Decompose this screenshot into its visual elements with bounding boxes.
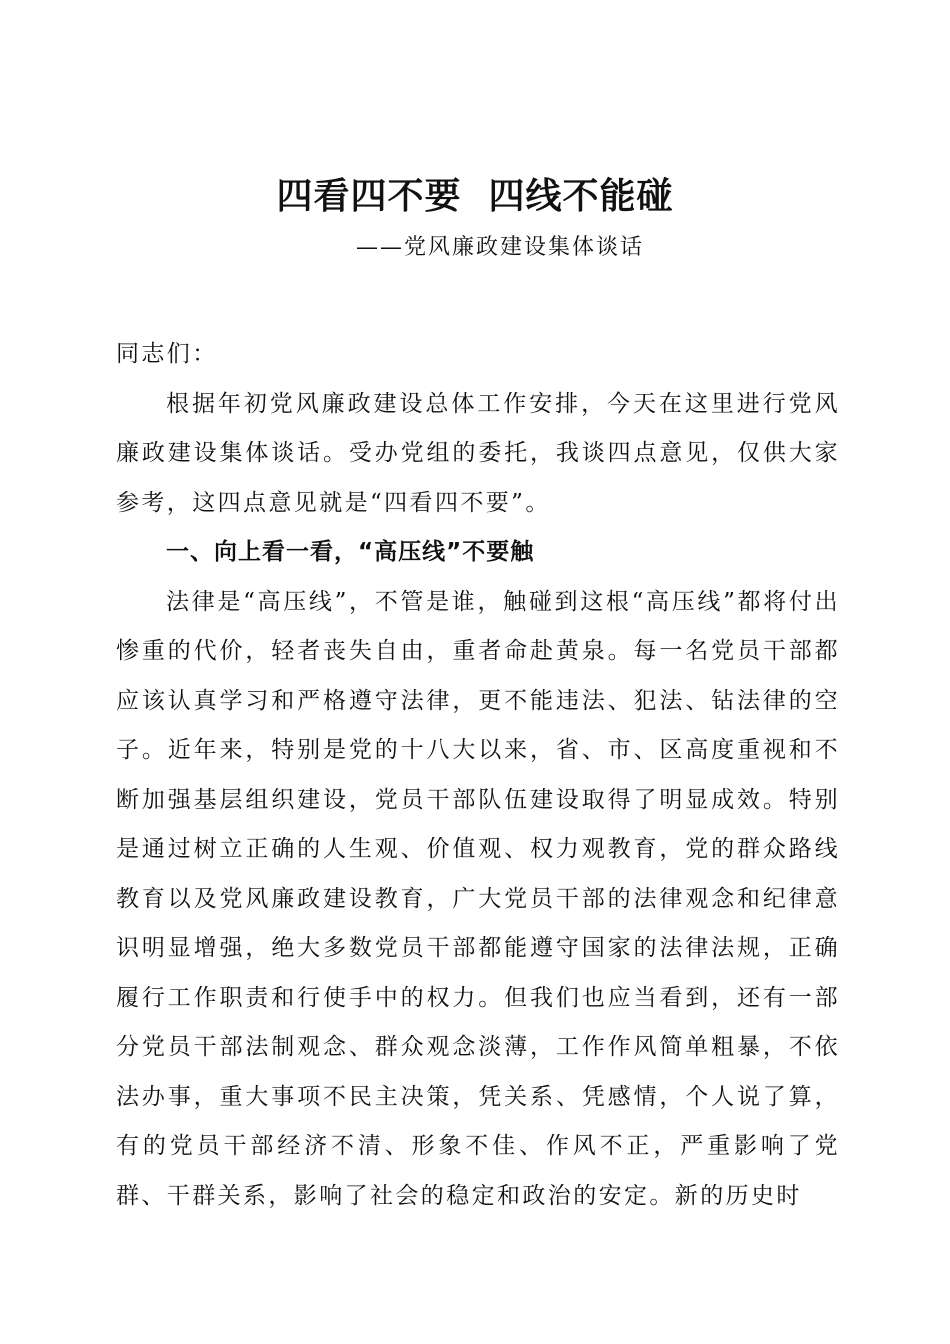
section-1-paragraph: 法律是“高压线”，不管是谁，触碰到这根“高压线”都将付出惨重的代价，轻者丧失自由，重者命赴黄泉。每一名党员干部都应该认真学习和严格遵守法律，更不能违法、犯法、钻法律的空子。近年来，特别是党的十八大以来，省、市、区高度重视和不断加强基层组织建设，党员干部队伍建设取得了明显成效。特别是通过树立正确的人生观、价值观、权力观教育，党的群众路线教育以及党风廉政建设教育，广大党员干部的法律观念和纪律意识明显增强，绝大多数党员干部都能遵守国家的法律法规，正确履行工作职责和行使手中的权力。但我们也应当看到，还有一部分党员干部法制观念、群众观念淡薄，工作作风简单粗暴，不依法办事，重大事项不民主决策，凭关系、凭感情，个人说了算，有的党员干部经济不清、形象不佳、作风不正，严重影响了党群、干群关系，影响了社会的稳定和政治的安定。新的历史时 [116, 588, 840, 1209]
document-title: 四看四不要 四线不能碰 [276, 175, 674, 217]
document-body [116, 330, 840, 1221]
salutation: 同志们： [116, 341, 218, 367]
intro-paragraph: 根据年初党风廉政建设总体工作安排，今天在这里进行党风廉政建设集体谈话。受办党组的委托，我谈四点意见，仅供大家参考，这四点意见就是“四看四不要”。 [116, 390, 840, 516]
section-1-heading: 一、向上看一看，“高压线”不要触 [166, 539, 535, 565]
document-subtitle: ——党风廉政建设集体谈话 [355, 235, 644, 260]
